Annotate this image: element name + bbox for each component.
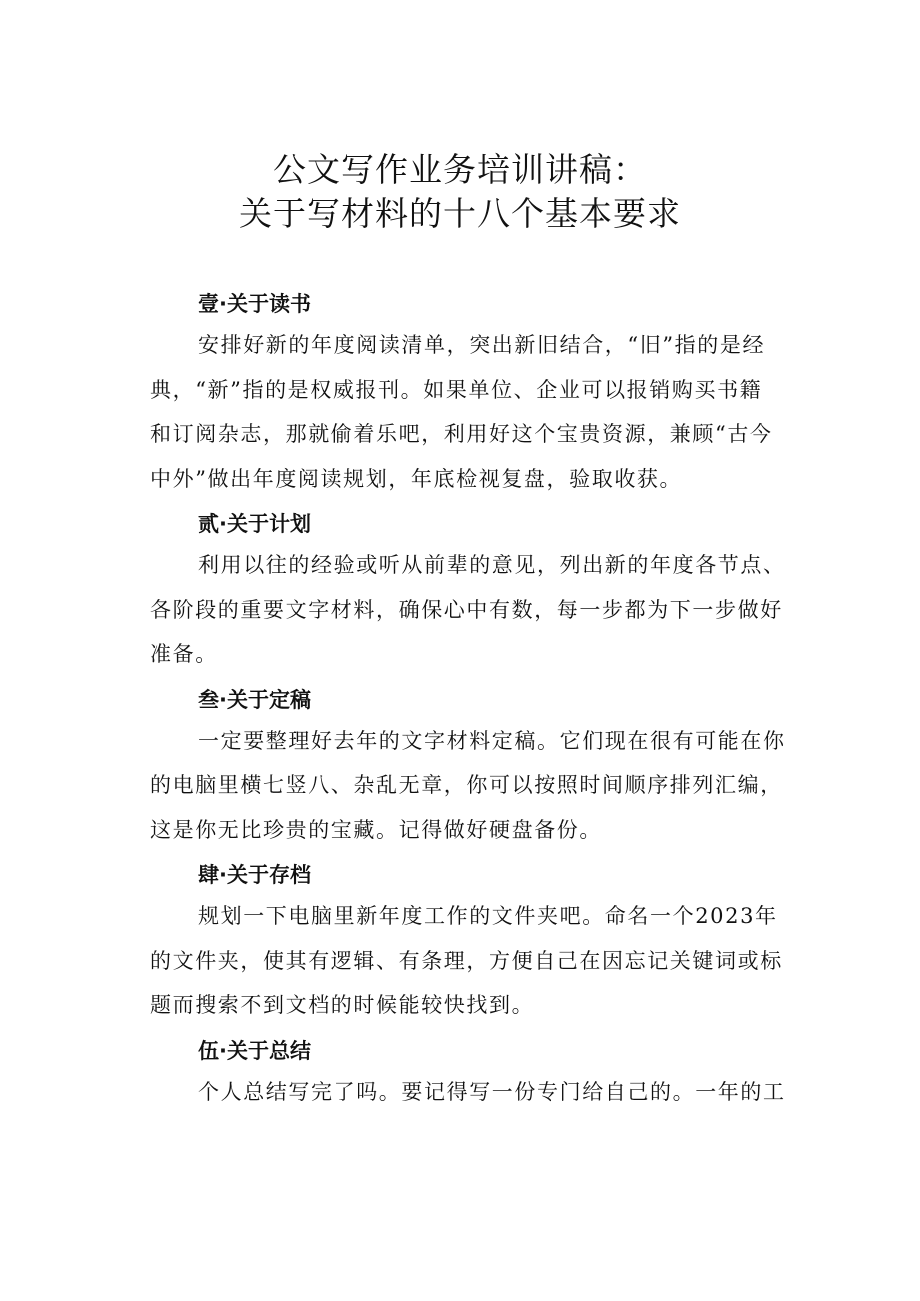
- paragraph-line: 安排好新的年度阅读清单，突出新旧结合，“旧”指的是经: [198, 333, 766, 357]
- section-body-4: [150, 894, 810, 1028]
- section-heading-3: 叁·关于定稿: [198, 687, 311, 712]
- paragraph-line: 的文件夹，使其有逻辑、有条理，方便自己在因忘记关键词或标: [150, 948, 783, 973]
- document-body: [150, 285, 810, 1118]
- title-line-2: 关于写材料的十八个基本要求: [239, 194, 681, 233]
- paragraph-line: 典，“新”指的是权威报刊。如果单位、企业可以报销购买书籍: [150, 377, 763, 402]
- paragraph-line: 规划一下电脑里新年度工作的文件夹吧。命名一个2023年: [198, 904, 778, 928]
- section-body-5: [150, 1070, 810, 1115]
- section-body-3: [150, 719, 810, 853]
- paragraph-line: 这是你无比珍贵的宝藏。记得做好硬盘备份。: [150, 817, 602, 842]
- paragraph-line: 题而搜索不到文档的时候能较快找到。: [150, 993, 535, 1017]
- section-heading-1: 壹·关于读书: [198, 292, 311, 316]
- paragraph-line: 中外”做出年度阅读规划，年底检视复盘，验取收获。: [150, 466, 683, 491]
- paragraph-line: 的电脑里横七竖八、杂乱无章，你可以按照时间顺序排列汇编，: [150, 773, 783, 797]
- section-heading-4: 肆·关于存档: [198, 863, 311, 887]
- paragraph-line: 利用以往的经验或听从前辈的意见，列出新的年度各节点、: [198, 553, 786, 577]
- paragraph-line: 个人总结写完了吗。要记得写一份专门给自己的。一年的工: [198, 1079, 786, 1104]
- section-body-2: [150, 543, 810, 677]
- paragraph-line: 各阶段的重要文字材料，确保心中有数，每一步都为下一步做好: [150, 597, 783, 622]
- document-title: [0, 148, 920, 236]
- paragraph-line: 准备。: [150, 642, 218, 666]
- paragraph-line: 和订阅杂志，那就偷着乐吧，利用好这个宝贵资源，兼顾“古今: [150, 422, 773, 446]
- section-heading-5: 伍·关于总结: [198, 1038, 311, 1063]
- paragraph-line: 一定要整理好去年的文字材料定稿。它们现在很有可能在你: [198, 728, 786, 753]
- section-body-1: [150, 323, 810, 501]
- section-heading-2: 贰·关于计划: [198, 512, 311, 536]
- title-line-1: 公文写作业务培训讲稿：: [273, 150, 647, 189]
